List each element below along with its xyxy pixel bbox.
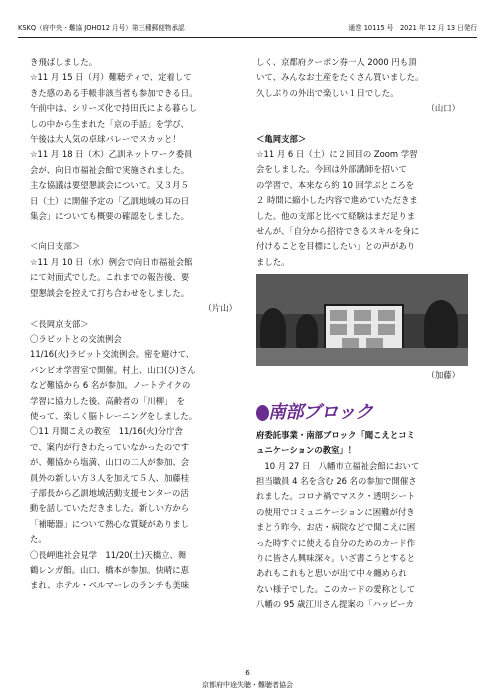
- left-column: [30, 55, 245, 594]
- text-line: 子部長から乙訓地域活動支援センターの活: [30, 487, 189, 498]
- text-line: 「補聴器」について熱心な質疑がありまし: [30, 518, 189, 529]
- text-line: （片山）: [203, 303, 237, 314]
- text-line: の使用でコミュニケーションに困難が付き: [256, 506, 415, 517]
- text-line: ＜長岡京支部＞: [30, 318, 89, 329]
- text-line: 会をしました。今回は外部講師を招いて: [256, 164, 407, 175]
- text-line: 主な協議は要望懇談会について。又３月５: [30, 180, 189, 191]
- text-line: 午後は大人気の卓球バレーでスカッと！: [30, 134, 181, 145]
- text-line: せんが、「自分から招待できるスキルを身に: [256, 226, 420, 237]
- header-publication-info: KSKQ（府中央・難協 JOHO12 月号）第三種郵便物承認: [18, 24, 185, 32]
- text-line: き飛ばしました。: [30, 57, 97, 67]
- text-line: あれもこれもと思いが出て中々纏められ: [256, 568, 407, 579]
- photo-person-middle: [296, 314, 318, 348]
- photo-person-right: [424, 300, 458, 348]
- text-line: ２ 時間に縮小した内容で進めていただきま: [256, 195, 418, 206]
- text-line: など難協から 6 名が参加。ノートテイクの: [30, 380, 191, 391]
- text-line: ない様子でした。このカードの愛称として: [256, 583, 416, 594]
- text-line: しく、京都府クーポン券一人 2000 円も頂: [256, 57, 417, 67]
- text-line: 会が、向日市福祉会館で実施されました。: [30, 164, 190, 175]
- text-line: ☆11 月 15 日（月）難聴ティで、定着して: [30, 72, 192, 83]
- text-line: （山口）: [426, 103, 460, 114]
- text-line: 員外の新しい方３人を加えて５人、加藤桂: [30, 472, 190, 483]
- text-line: にて対面式でした。これまでの報告後、要: [30, 272, 190, 283]
- text-line: 府委託事業・南部ブロック「聞こえとコミ: [256, 429, 415, 440]
- text-line: ☆11 月 18 日（木）乙訓ネットワーク委員: [30, 149, 193, 160]
- footer-organization: 京都府中途失聴・難聴者協会: [202, 681, 293, 689]
- photo-table: [256, 348, 468, 366]
- text-line: った時すぐに使える自分のためのカード作: [256, 537, 416, 548]
- right-column-top: [256, 55, 468, 270]
- text-line: 集会」についても概要の確認をしました。: [30, 211, 189, 222]
- text-line: いて、みんなお土産をたくさん買いました。: [256, 72, 424, 83]
- text-line: ュニケーションの教室」！: [256, 445, 357, 456]
- text-line: きた感のある手帳非該当者も参加できる日。: [30, 87, 198, 98]
- text-line: バンビオ学習室で開催。村上、山口(ひ)さん: [30, 364, 196, 375]
- text-line: で、案内が行きわたっていなかったのです: [30, 441, 189, 452]
- page-header: [18, 22, 477, 35]
- text-line: 八幡の 95 歳江川さん提案の「ハッピーカ: [256, 599, 414, 610]
- text-line: 午前中は、シリーズ化で持田氏による暮らし: [30, 103, 198, 114]
- text-line: 久しぶりの外出で楽しい１日でした。: [256, 87, 399, 98]
- text-line: 望懇談会を控えて打ち合わせをしました。: [30, 287, 190, 298]
- text-line: した。他の支部と比べて経験はまだ足りま: [256, 210, 416, 221]
- header-issue-info: 通巻 10115 号 2021 年 12 月 13 日発行: [348, 24, 477, 32]
- text-line: 付けることを目標にしたい」との声があり: [256, 241, 416, 252]
- text-line: 〇長岬進社会見学 11/20(土)天橋立、舞: [30, 549, 187, 560]
- text-line: 担当職員 4 名を含む 26 名の参加で開催さ: [256, 475, 417, 486]
- text-line: まとう昨今、お店・病院などで聞こえに困: [256, 522, 416, 533]
- text-line: しの中から生まれた「京の手話」を学び、: [30, 118, 189, 129]
- text-line: れました。コロナ禍でマスク・透明シート: [256, 491, 416, 502]
- text-line: ました。: [256, 256, 290, 267]
- text-line: 〇ラビットとの交流例会: [30, 333, 122, 344]
- page-number: 6: [245, 669, 250, 677]
- text-line: 〇11 月聞こえの教室 11/16(火)分庁舎: [30, 426, 183, 437]
- text-line: が、難協から塩満、山口の二人が参加、会: [30, 457, 190, 468]
- text-line: ☆11 月 6 日（土）に２回目の Zoom 学習: [256, 149, 418, 160]
- zoom-meeting-photo: [256, 274, 468, 366]
- paragraph-gap: [256, 117, 468, 132]
- block-title-text: 南部ブロック: [268, 401, 373, 423]
- text-line: ＜亀岡支部＞: [256, 133, 307, 144]
- text-line: 使って、楽しく脳トレーニングをしました。: [30, 410, 198, 421]
- text-line: ＜向日支部＞: [30, 241, 81, 252]
- paragraph-gap: [30, 224, 245, 239]
- text-line: の学習で、本来なら約 10 回学ぶところを: [256, 179, 415, 190]
- text-line: 動を話していただきました。新しい方から: [30, 503, 190, 514]
- text-line: まれ、ホテル・ベルマーレのランチも美味: [30, 580, 190, 591]
- text-line: 鶴レンガ館。山口、橋本が参加。快晴に恵: [30, 565, 189, 575]
- header-rule: [18, 37, 477, 38]
- right-column-bottom: [256, 428, 468, 613]
- photo-caption: （加藤）: [426, 370, 460, 381]
- block-title: [256, 402, 468, 424]
- text-line: た。: [30, 534, 47, 545]
- text-line: 学習に協力した後、高齢者の「川柳」 を: [30, 395, 185, 406]
- text-line: りに皆さん興味深々。いざ書こうとすると: [256, 552, 416, 563]
- text-line: 11/16(火)ラビット交流例会。密を避けて、: [30, 349, 195, 360]
- text-line: 10 月 27 日 八幡市立福祉会館において: [256, 460, 420, 471]
- text-line: 日（土）に開催予定の「乙訓地域の耳の日: [30, 195, 190, 206]
- photo-person-left: [260, 308, 286, 348]
- right-column: [256, 55, 468, 613]
- text-line: ☆11 月 10 日（水）例会で向日市福祉会館: [30, 256, 193, 267]
